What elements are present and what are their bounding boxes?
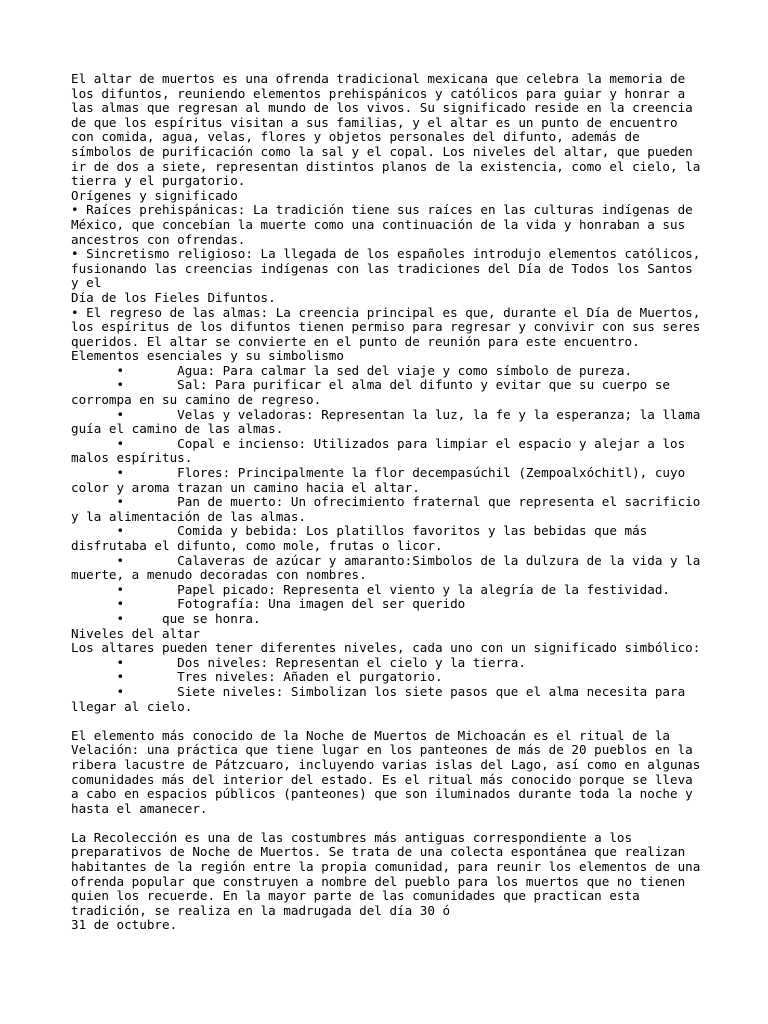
text-line: muerte, a menudo decoradas con nombres. bbox=[71, 567, 367, 583]
text-line: Orígenes y significado bbox=[71, 187, 238, 203]
text-line: • Siete niveles: Simbolizan los siete pasos que el alma necesita para bbox=[71, 683, 686, 699]
text-line: • El regreso de las almas: La creencia principal es que, durante el Día de Muertos, bbox=[71, 304, 701, 320]
document-body bbox=[71, 72, 711, 933]
text-line: ancestros con ofrendas. bbox=[71, 231, 246, 247]
text-line: México, que concebían la muerte como una continuación de la vida y honraban a sus bbox=[71, 216, 686, 232]
text-line: El altar de muertos es una ofrenda tradicional mexicana que celebra la memoria de bbox=[71, 71, 686, 86]
text-line: • Pan de muerto: Un ofrecimiento fraternal que representa el sacrificio bbox=[71, 494, 701, 510]
text-line: quien los recuerde. En la mayor parte de las comunidades que practican esta bbox=[71, 888, 640, 904]
text-line: de que los espíritus visitan a sus familias, y el altar es un punto de encuentro bbox=[71, 114, 678, 130]
text-line: llegar al cielo. bbox=[71, 698, 193, 714]
text-line: • Comida y bebida: Los platillos favoritos y las bebidas que más bbox=[71, 523, 648, 539]
text-line: y el bbox=[71, 275, 102, 291]
text-line: corrompa en su camino de regreso. bbox=[71, 392, 322, 408]
text-line: las almas que regresan al mundo de los vivos. Su significado reside en la creencia bbox=[71, 100, 693, 116]
blank-line bbox=[71, 714, 711, 729]
text-line: • Agua: Para calmar la sed del viaje y como símbolo de pureza. bbox=[71, 362, 633, 378]
text-line: a cabo en espacios públicos (panteones) que son iluminados durante toda la noche y bbox=[71, 786, 693, 802]
text-line: 31 de octubre. bbox=[71, 917, 178, 933]
text-line: Día de los Fieles Difuntos. bbox=[71, 289, 276, 305]
text-line: • Raíces prehispánicas: La tradición tiene sus raíces en las culturas indígenas de bbox=[71, 202, 693, 218]
text-line: color y aroma trazan un camino hacia el altar. bbox=[71, 479, 420, 495]
text-line: Los altares pueden tener diferentes niveles, cada uno con un significado simbólico: bbox=[71, 640, 701, 656]
text-line: queridos. El altar se convierte en el punto de reunión para este encuentro. bbox=[71, 333, 640, 349]
text-line: • Sincretismo religioso: La llegada de los españoles introdujo elementos católicos, bbox=[71, 246, 701, 262]
text-line: preparativos de Noche de Muertos. Se trata de una colecta espontánea que realizan bbox=[71, 844, 686, 860]
text-line: los difuntos, reuniendo elementos prehispánicos y católicos para guiar y honrar a bbox=[71, 85, 686, 101]
text-line: • Papel picado: Representa el viento y la alegría de la festividad. bbox=[71, 581, 670, 597]
text-line: La Recolección es una de las costumbres más antiguas correspondiente a los bbox=[71, 829, 633, 845]
text-line: Velación: una práctica que tiene lugar en los panteones de más de 20 pueblos en la bbox=[71, 742, 693, 758]
text-line: ir de dos a siete, representan distintos planos de la existencia, como el cielo, la bbox=[71, 158, 701, 174]
text-line: hasta el amanecer. bbox=[71, 800, 208, 816]
text-line: disfrutaba el difunto, como mole, frutas o licor. bbox=[71, 538, 443, 553]
text-line: tradición, se realiza en la madrugada del día 30 ó bbox=[71, 902, 451, 918]
text-line: El elemento más conocido de la Noche de Muertos de Michoacán es el ritual de la bbox=[71, 727, 670, 743]
text-line: • Copal e incienso: Utilizados para limpiar el espacio y alejar a los bbox=[71, 435, 686, 451]
text-line: malos espíritus. bbox=[71, 450, 193, 466]
text-line: • Fotografía: Una imagen del ser querido bbox=[71, 596, 466, 612]
text-line: • Calaveras de azúcar y amaranto:Simbolos de la dulzura de la vida y la bbox=[71, 552, 701, 568]
text-line: Niveles del altar bbox=[71, 625, 200, 641]
text-line: fusionando las creencias indígenas con las tradiciones del Día de Todos los Santos bbox=[71, 260, 693, 276]
text-line: ofrenda popular que construyen a nombre del pueblo para los muertos que no tienen bbox=[71, 873, 686, 889]
text-line: con comida, agua, velas, flores y objetos personales del difunto, además de bbox=[71, 129, 640, 145]
text-line: • Tres niveles: Añaden el purgatorio. bbox=[71, 669, 443, 685]
text-line: tierra y el purgatorio. bbox=[71, 173, 246, 189]
text-line: ribera lacustre de Pátzcuaro, incluyendo varias islas del Lago, así como en algunas bbox=[71, 756, 701, 772]
text-line: Elementos esenciales y su simbolismo bbox=[71, 348, 344, 364]
blank-line bbox=[71, 816, 711, 831]
text-line: habitantes de la región entre la propia comunidad, para reunir los elementos de una bbox=[71, 859, 701, 875]
text-line: • Dos niveles: Representan el cielo y la tierra. bbox=[71, 654, 526, 670]
text-line: símbolos de purificación como la sal y el copal. Los niveles del altar, que pueden bbox=[71, 143, 693, 159]
text-line: comunidades más del interior del estado. Es el ritual más conocido porque se lleva bbox=[71, 771, 693, 787]
text-line: • que se honra. bbox=[71, 610, 261, 626]
text-line: y la alimentación de las almas. bbox=[71, 508, 307, 524]
text-line: • Sal: Para purificar el alma del difunto y evitar que su cuerpo se bbox=[71, 377, 670, 393]
text-line: • Flores: Principalmente la flor decempasúchil (Zempoalxóchitl), cuyo bbox=[71, 465, 686, 481]
text-line: • Velas y veladoras: Representan la luz, la fe y la esperanza; la llama bbox=[71, 406, 701, 422]
text-line: guía el camino de las almas. bbox=[71, 421, 284, 437]
text-line: los espíritus de los difuntos tienen permiso para regresar y convivir con sus seres bbox=[71, 319, 701, 335]
